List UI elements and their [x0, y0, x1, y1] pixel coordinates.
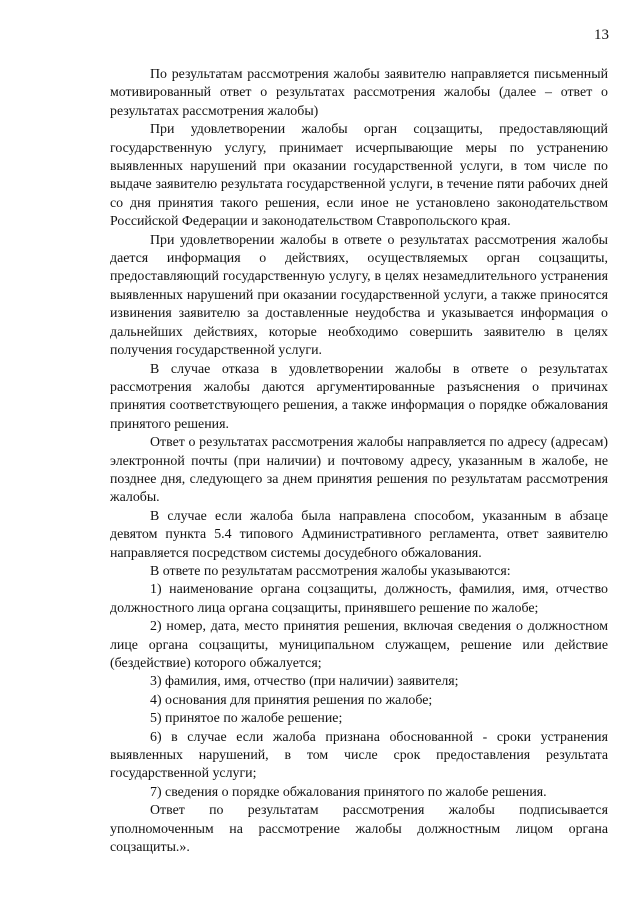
paragraph-response-address: Ответ о результатах рассмотрения жалобы направляется по адресу (адресам) электронной почты (при наличии) и почтовому адресу, указанным в жалобе, не позднее дня, следующего за днем принятия решения по результатам рассмотрения жалобы. [110, 435, 608, 506]
page-number: 13 [594, 27, 609, 43]
list-item-1: 1) наименование органа соцзащиты, должность, фамилия, имя, отчество должностного лица органа соцзащиты, принявшего решение по жалобе; [110, 582, 608, 616]
list-item-5: 5) принятое по жалобе решение; [150, 711, 343, 727]
list-item-4: 4) основания для принятия решения по жалобе; [150, 692, 433, 708]
document-body [110, 66, 608, 857]
paragraph-response-signature: Ответ по результатам рассмотрения жалобы подписывается уполномоченным на рассмотрение жалобы должностным лицом органа соцзащиты.». [110, 803, 608, 856]
paragraph-pretrial-system: В случае если жалоба была направлена способом, указанным в абзаце девятом пункта 5.4 типового Административного регламента, ответ заявителю направляется посредством системы досудебного обжалования. [110, 508, 608, 561]
list-item-2: 2) номер, дата, место принятия решения, включая сведения о должностном лице органа соцзащиты, муниципальном служащем, решение или действие (бездействие) которого обжалуется; [110, 619, 608, 671]
list-item-7: 7) сведения о порядке обжалования принятого по жалобе решения. [150, 784, 547, 800]
paragraph-response-sent: По результатам рассмотрения жалобы заявителю направляется письменный мотивированный ответ о результатах рассмотрения жалобы (далее – ответ о результатах рассмотрения жалобы) [110, 67, 608, 119]
paragraph-response-contents-intro: В ответе по результатам рассмотрения жалобы указываются: [150, 563, 511, 579]
paragraph-complaint-satisfied-measures: При удовлетворении жалобы орган соцзащиты, предоставляющий государственную услугу, принимает исчерпывающие меры по устранению выявленных нарушений при оказании государственной услуги, в том числе по выдаче заявителю результата государственной услуги, в течение пяти рабочих дней со дня принятия такого решения, если иное не установлено законодательством Российской Федерации и законодательством Ставропольского края. [110, 122, 608, 230]
paragraph-complaint-satisfied-info: При удовлетворении жалобы в ответе о результатах рассмотрения жалобы дается информация о действиях, осуществляемых орган соцзащиты, предоставляющий государственную услугу, в целях незамедлительного устранения выявленных нарушений при оказании государственной услуги, а также приносятся извинения заявителю за доставленные неудобства и указывается информация о дальнейших действиях, которые необходимо совершить заявителю в целях получения государственной услуги. [110, 232, 608, 359]
list-item-3: 3) фамилия, имя, отчество (при наличии) заявителя; [150, 674, 459, 690]
paragraph-complaint-refused: В случае отказа в удовлетворении жалобы в ответе о результатах рассмотрения жалобы даются аргументированные разъяснения о причинах принятия соответствующего решения, а также информация о порядке обжалования принятого решения. [110, 361, 608, 432]
list-item-6: 6) в случае если жалоба признана обоснованной - сроки устранения выявленных нарушений, в том числе срок предоставления результата государственной услуги; [110, 729, 608, 782]
